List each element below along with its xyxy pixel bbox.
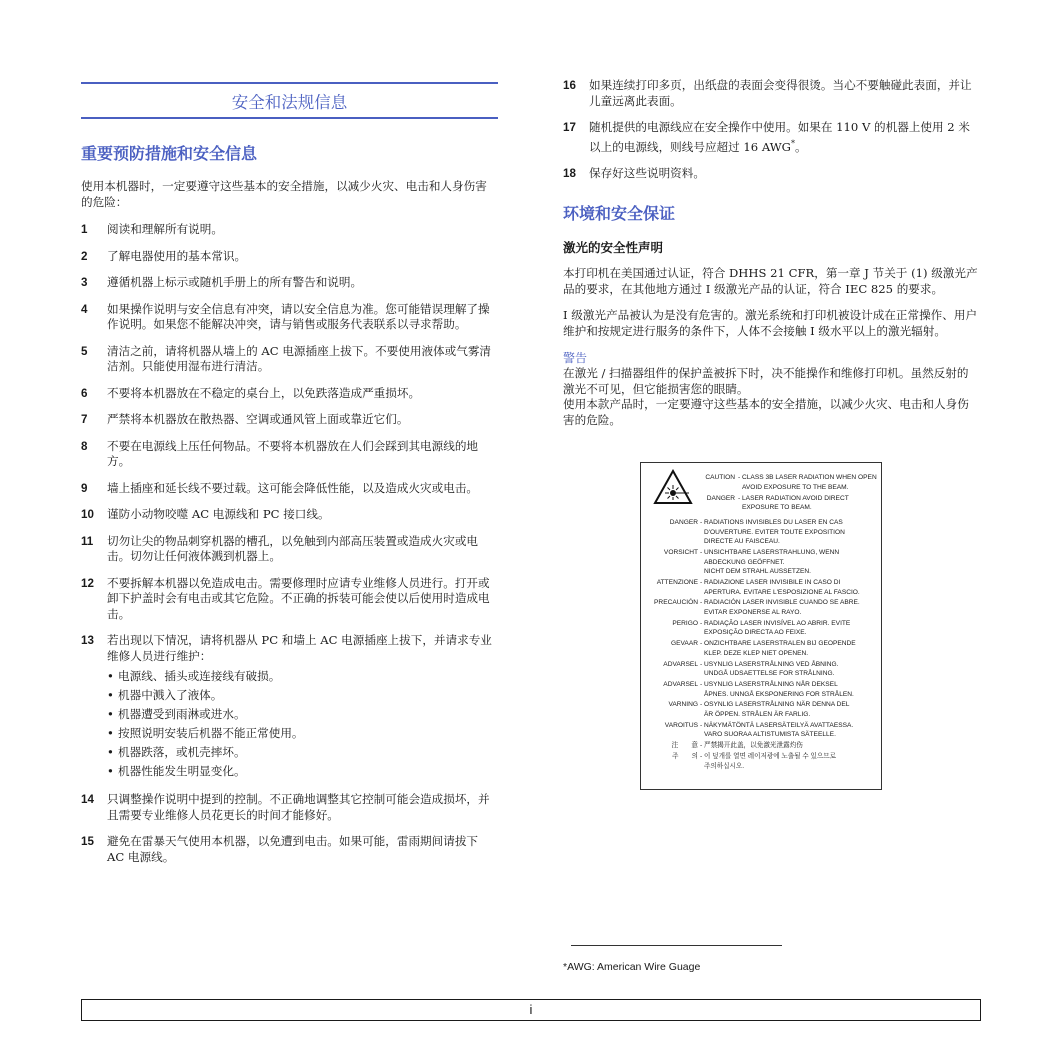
- laser-label-line: EVITAR EXPONERSE AL RAYO.: [704, 608, 802, 616]
- laser-label-dash: -: [700, 640, 703, 648]
- laser-label-line: UNSICHTBARE LASERSTRAHLUNG, WENN: [704, 549, 840, 556]
- laser-label-line: 주의하십시오.: [704, 762, 745, 770]
- bullet-item: • 机器中溅入了液体。: [107, 686, 498, 705]
- footnote-rule: [571, 945, 782, 946]
- list-item: 13 若出现以下情况，请将机器从 PC 和墙上 AC 电源插座上拔下，并请求专业维修人员进行维护： • 电源线、插头或连接线有破损。 • 机器中溅入了液体。 • 机器遭受到雨淋或进水。 • 按照说明安装后机器不能正常使用。 • 机器跌落，或机壳摔坏。 • 机器性能发生明显变化。: [81, 633, 498, 781]
- warning-title: 警告: [563, 351, 588, 366]
- list-item: 17 随机提供的电源线应在安全操作中使用。如果在 110 V 的机器上使用 2 米以上的电源线，则线号应超过 16 AWG*。: [563, 120, 970, 154]
- laser-label-line: ÄR ÖPPEN. STRÅLEN ÄR FARLIG.: [704, 710, 811, 718]
- laser-label-dash: -: [700, 753, 703, 760]
- laser-label-line: EXPOSIÇÃO DIRECTA AO FEIXE.: [704, 629, 807, 637]
- laser-label-key: ADVARSEL: [663, 660, 698, 668]
- laser-label-key: ADVARSEL: [663, 681, 698, 688]
- intro-paragraph: 使用本机器时，一定要遵守这些基本的安全措施，以减少火灾、电击和人身伤害的危险：: [81, 179, 487, 209]
- laser-label-line: USYNLIG LASERSTRÅLNING VED ÅBNING.: [704, 660, 839, 668]
- laser-label-dash: -: [700, 519, 703, 526]
- laser-label-dash: -: [700, 721, 703, 729]
- laser-label-line: 이 덮개를 열면 레이저광에 노출될 수 있으므로: [704, 753, 837, 760]
- laser-label-line: USYNLIG LASERSTRÅLNING NÅR DEKSEL: [704, 681, 838, 688]
- subheading-laser: 激光的安全性声明: [563, 240, 664, 256]
- left-column: [81, 82, 498, 865]
- laser-label-key: GEVAAR: [671, 640, 698, 648]
- laser-label-key: CAUTION: [705, 474, 735, 481]
- bullet-list: [107, 667, 498, 781]
- laser-label-line: NÄKYMÄTÖNTÄ LASERSÄTEILYÄ AVATTAESSA.: [704, 721, 854, 729]
- list-item: 14 只调整操作说明中提到的控制。不正确地调整其它控制可能会造成损坏，并且需要专业维修人员花更长的时间才能修好。: [81, 792, 490, 822]
- laser-label-line: 严禁揭开此盖，以免激光泄露灼伤: [704, 742, 803, 750]
- page-number: i: [529, 1002, 533, 1017]
- laser-label-line: APERTURA. EVITARE L'ESPOSIZIONE AL FASCIO.: [704, 588, 860, 596]
- laser-label-line: EXPOSURE TO BEAM.: [742, 504, 812, 512]
- section-heading-safety: 重要预防措施和安全信息: [81, 144, 258, 163]
- footnote: *AWG: American Wire Guage: [563, 961, 701, 973]
- section-heading-environment: 环境和安全保证: [563, 204, 676, 224]
- laser-label-dash: -: [700, 619, 703, 627]
- right-column: [563, 78, 980, 428]
- list-item: 15 避免在雷暴天气使用本机器，以免遭到电击。如果可能，雷雨期间请拔下 AC 电源线。: [81, 834, 479, 864]
- laser-warning-label: [640, 462, 882, 790]
- laser-label-key: ATTENZIONE: [656, 579, 698, 586]
- list-item: 9 墙上插座和延长线不要过载。这可能会降低性能，以及造成火灾或电击。: [81, 480, 479, 495]
- laser-label-key: PRECAUCIÓN: [654, 599, 698, 607]
- list-item: 3 遵循机器上标示或随机手册上的所有警告和说明。: [81, 275, 363, 289]
- laser-label-key: VAROITUS: [664, 721, 698, 729]
- laser-label-line: RADIAZIONE LASER INVISIBILE IN CASO DI: [704, 579, 841, 586]
- laser-label-line: ONZICHTBARE LASERSTRALEN BIJ GEOPENDE: [704, 640, 856, 648]
- list-item: 6 不要将本机器放在不稳定的桌台上，以免跌落造成严重损坏。: [81, 385, 421, 400]
- laser-label-line: CLASS 3B LASER RADIATION WHEN OPEN: [742, 474, 877, 481]
- list-item: 4 如果操作说明与安全信息有冲突，请以安全信息为准。您可能错误理解了操作说明。如果您不能解决冲突，请与销售或服务代表联系以寻求帮助。: [81, 301, 490, 331]
- list-item: 5 清洁之前，请将机器从墙上的 AC 电源插座上拔下。不要使用液体或气雾清洁剂。只能使用湿布进行清洁。: [81, 343, 492, 373]
- list-item: 2 了解电器使用的基本常识。: [81, 248, 247, 263]
- laser-label-key: DANGER: [669, 519, 698, 526]
- laser-label-line: RADIATIONS INVISIBLES DU LASER EN CAS: [704, 519, 843, 526]
- laser-label-key: VARNING: [668, 701, 698, 709]
- laser-label-dash: -: [700, 701, 703, 709]
- list-item: 8 不要在电源线上压任何物品。不要将本机器放在人们会踩到其电源线的地方。: [81, 438, 479, 468]
- laser-label-dash: -: [700, 549, 703, 556]
- safety-list: [81, 222, 498, 865]
- laser-label-line: UNDGÅ UDSAETTELSE FOR STRÅLNING.: [704, 670, 835, 678]
- laser-label-line: NICHT DEM STRAHL AUSSETZEN.: [704, 568, 811, 576]
- bullet-item: • 电源线、插头或连接线有破损。: [107, 667, 498, 686]
- list-item: 7 严禁将本机器放在散热器、空调或通风管上面或靠近它们。: [81, 412, 409, 426]
- laser-paragraph-2: I 级激光产品被认为是没有危害的。激光系统和打印机被设计成在正常操作、用户维护和按规定进行服务的条件下，人体不会接触 I 级水平以上的激光辐射。: [563, 308, 978, 338]
- laser-label-line: ÅPNES. UNNGÅ EKSPONERING FOR STRÅLEN.: [704, 690, 854, 698]
- list-item: 10 谨防小动物咬噬 AC 电源线和 PC 接口线。: [81, 507, 330, 521]
- document-title: 安全和法规信息: [231, 93, 348, 112]
- laser-label-line: KLEP. DEZE KLEP NIET OPENEN.: [704, 649, 809, 657]
- laser-hazard-icon: [653, 469, 693, 505]
- list-item: 12 不要拆解本机器以免造成电击。需要修理时应请专业维修人员进行。打开或卸下护盖时会有电击或其它危险。不正确的拆装可能会使以后使用时造成电击。: [81, 575, 490, 621]
- laser-label-dash: -: [738, 494, 741, 502]
- laser-label-key: VORSICHT: [663, 549, 698, 556]
- list-item: 18 保存好这些说明资料。: [563, 165, 705, 180]
- laser-label-key: 注 意: [671, 742, 698, 750]
- title-rule-bottom: [81, 117, 498, 119]
- laser-label-dash: -: [738, 474, 741, 481]
- laser-label-line: OSYNLIG LASERSTRÅLNING NÄR DENNA DEL: [704, 701, 850, 709]
- laser-label-dash: -: [700, 660, 703, 668]
- warning-text-2: 使用本款产品时，一定要遵守这些基本的安全措施，以减少火灾、电击和人身伤害的危险。: [563, 397, 969, 427]
- bullet-item: • 按照说明安装后机器不能正常使用。: [107, 724, 498, 743]
- page-number-box: [81, 999, 981, 1021]
- laser-paragraph-1: 本打印机在美国通过认证，符合 DHHS 21 CFR，第一章 J 节关于 (1) 级激光产品的要求，在其他地方通过 I 级激光产品的认证，符合 IEC 825 的要求。: [563, 266, 978, 296]
- warning-text-1: 在激光 / 扫描器组件的保护盖被拆下时，决不能操作和维修打印机。虽然反射的激光不可见，但它能损害您的眼睛。: [563, 366, 969, 396]
- list-item: 1 阅读和理解所有说明。: [81, 222, 223, 236]
- laser-label-dash: -: [700, 579, 703, 586]
- laser-label-line: ABDECKUNG GEÖFFNET.: [704, 558, 785, 566]
- bullet-item: • 机器遭受到雨淋或进水。: [107, 705, 498, 724]
- laser-label-line: VARO SUORAA ALTISTUMISTA SÄTEELLE.: [704, 731, 836, 739]
- laser-label-line: RADIACIÓN LASER INVISIBLE CUANDO SE ABRE.: [704, 599, 860, 607]
- bullet-item: • 机器性能发生明显变化。: [107, 762, 498, 781]
- laser-label-dash: -: [700, 742, 703, 750]
- laser-label-dash: -: [700, 599, 703, 607]
- list-item: 16 如果连续打印多页，出纸盘的表面会变得很烫。当心不要触碰此表面，并让儿童远离此表面。: [563, 78, 972, 108]
- laser-label-key: DANGER: [706, 494, 735, 502]
- laser-label-line: DIRECTE AU FAISCEAU.: [704, 538, 780, 546]
- laser-label-line: LASER RADIATION AVOID DIRECT: [742, 494, 849, 502]
- laser-label-line: RADIAÇÃO LASER INVISÍVEL AO ABRIR. EVITE: [704, 619, 851, 627]
- laser-label-dash: -: [700, 681, 703, 688]
- list-item: 11 切勿让尖的物品刺穿机器的槽孔，以免触到内部高压装置或造成火灾或电击。切勿让任何液体溅到机器上。: [81, 533, 479, 563]
- laser-label-key: PERIGO: [672, 619, 698, 627]
- laser-label-line: D'OUVERTURE. EVITER TOUTE EXPOSITION: [704, 528, 845, 536]
- laser-label-key: 주 의: [672, 753, 698, 760]
- bullet-item: • 机器跌落，或机壳摔坏。: [107, 743, 498, 762]
- laser-label-line: AVOID EXPOSURE TO THE BEAM.: [742, 483, 849, 491]
